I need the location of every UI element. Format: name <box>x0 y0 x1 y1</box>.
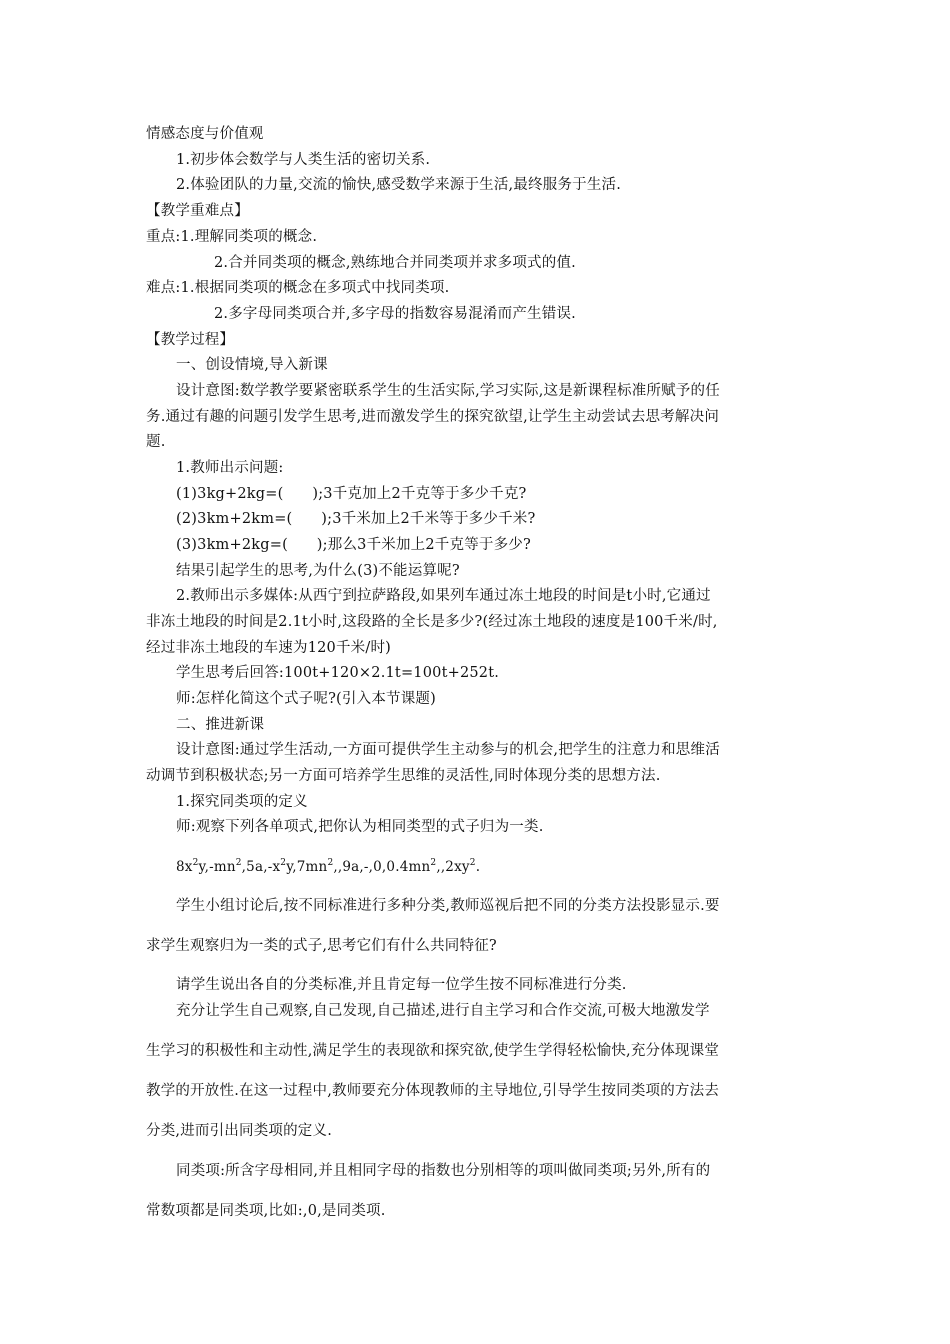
media-line-3: 经过非冻土地段的车速为120千米/时) <box>146 640 392 656</box>
question-3: (3)3km+2kg=( );那么3千米加上2千克等于多少? <box>176 537 531 553</box>
process-header: 【教学过程】 <box>146 332 235 348</box>
key-points-header: 【教学重难点】 <box>146 203 249 219</box>
part2-intent-line-2: 动调节到积极状态;另一方面可培养学生思维的灵活性,同时体现分类的思想方法. <box>146 768 661 784</box>
key-point-1: 重点:1.理解同类项的概念. <box>146 229 318 245</box>
teacher-question: 师:怎样化简这个式子呢?(引入本节课题) <box>176 691 436 707</box>
observation-line-4: 分类,进而引出同类项的定义. <box>146 1123 333 1139</box>
monomial-expression-list: $8x^2y,-mn^2,5a,-x^2y,7mn^2,,9a,-,0,0.4mn^2,,2xy^2$. <box>176 858 481 875</box>
classification-standard: 请学生说出各自的分类标准,并且肯定每一位学生按不同标准进行分类. <box>176 977 627 993</box>
question-1: (1)3kg+2kg=( );3千克加上2千克等于多少千克? <box>176 486 527 502</box>
explore-title: 1.探究同类项的定义 <box>176 794 308 810</box>
student-answer: 学生思考后回答:100t+120×2.1t=100t+252t. <box>176 665 500 681</box>
part1-intent-line-1: 设计意图:数学教学要紧密联系学生的生活实际,学习实际,这是新课程标准所赋予的任 <box>176 383 720 399</box>
emotion-item-2: 2.体验团队的力量,交流的愉快,感受数学来源于生活,最终服务于生活. <box>176 177 622 193</box>
question-2: (2)3km+2km=( );3千米加上2千米等于多少千米? <box>176 511 536 527</box>
observation-line-1: 充分让学生自己观察,自己发现,自己描述,进行自主学习和合作交流,可极大地激发学 <box>176 1003 710 1019</box>
part1-intent-line-3: 题. <box>146 434 166 450</box>
definition-line-1: 同类项:所含字母相同,并且相同字母的指数也分别相等的项叫做同类项;另外,所有的 <box>176 1163 711 1179</box>
definition-line-2: 常数项都是同类项,比如:,0,是同类项. <box>146 1203 386 1219</box>
media-line-1: 2.教师出示多媒体:从西宁到拉萨路段,如果列车通过冻土地段的时间是t小时,它通过 <box>176 588 711 604</box>
part1-title: 一、创设情境,导入新课 <box>176 357 328 373</box>
part1-intent-line-2: 务.通过有趣的问题引发学生思考,进而激发学生的探究欲望,让学生主动尝试去思考解决问 <box>146 409 720 425</box>
media-line-2: 非冻土地段的时间是2.1t小时,这段路的全长是多少?(经过冻土地段的速度是100千米/时, <box>146 614 718 630</box>
group-discussion-line-1: 学生小组讨论后,按不同标准进行多种分类,教师巡视后把不同的分类方法投影显示.要 <box>176 898 720 914</box>
emotion-item-1: 1.初步体会数学与人类生活的密切关系. <box>176 152 431 168</box>
key-point-2: 2.合并同类项的概念,熟练地合并同类项并求多项式的值. <box>214 255 576 271</box>
question-result: 结果引起学生的思考,为什么(3)不能运算呢? <box>176 563 460 579</box>
hard-point-1: 难点:1.根据同类项的概念在多项式中找同类项. <box>146 280 450 296</box>
group-discussion-line-2: 求学生观察归为一类的式子,思考它们有什么共同特征? <box>146 938 497 954</box>
observation-line-3: 教学的开放性.在这一过程中,教师要充分体现教师的主导地位,引导学生按同类项的方法去 <box>146 1083 720 1099</box>
part2-intent-line-1: 设计意图:通过学生活动,一方面可提供学生主动参与的机会,把学生的注意力和思维活 <box>176 742 720 758</box>
part2-title: 二、推进新课 <box>176 717 265 733</box>
explore-intro: 师:观察下列各单项式,把你认为相同类型的式子归为一类. <box>176 819 544 835</box>
question-list-title: 1.教师出示问题: <box>176 460 284 476</box>
hard-point-2: 2.多字母同类项合并,多字母的指数容易混淆而产生错误. <box>214 306 576 322</box>
observation-line-2: 生学习的积极性和主动性,满足学生的表现欲和探究欲,使学生学得轻松愉快,充分体现课堂 <box>146 1043 720 1059</box>
section-title-emotion: 情感态度与价值观 <box>146 126 264 142</box>
